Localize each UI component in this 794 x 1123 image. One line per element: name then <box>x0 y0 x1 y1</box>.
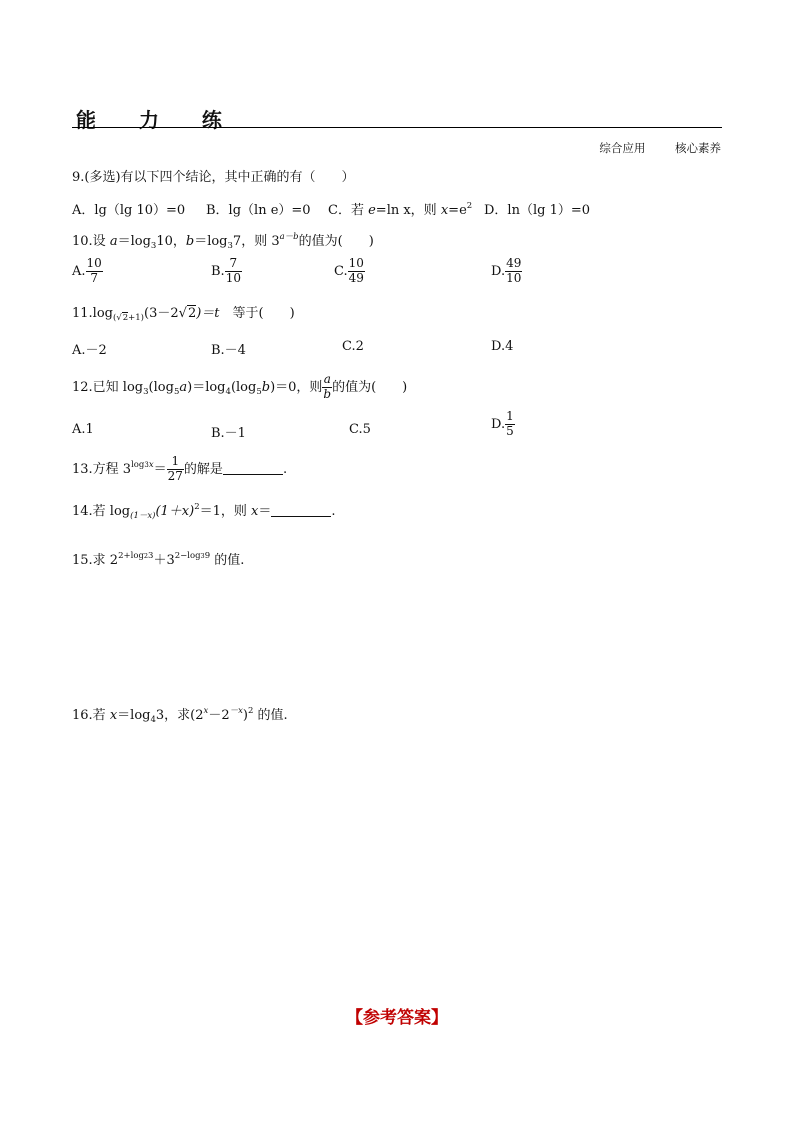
answer-blank-13[interactable] <box>223 462 283 475</box>
tag-comprehensive: 综合应用 <box>599 141 646 155</box>
answer-blank-14[interactable] <box>271 504 331 517</box>
question-11-stem: $11.\log_{(√2+1)}(3-2√2)=t$ 等于( ) <box>72 306 295 323</box>
q10-option-a: A. $\frac{10}{7}$ <box>72 256 102 285</box>
question-13-stem: 13.方程 $3^{log3x}=$ $\frac{1}{27}$ 的解是 . <box>72 454 288 483</box>
question-16-stem: 16.若 $x=\log_43$，求$(2^x-2^{-x})^2$ 的值. <box>72 706 288 725</box>
q11-option-b: B.－4 <box>211 343 246 358</box>
q9-option-d: D．ln（lg 1）=0 <box>484 203 590 218</box>
question-12-stem: 12.已知 $\log_3(\log_5a)=\log_4(\log_5b)=0$，则 $\frac{a}{b}$ 的值为( ) <box>72 372 408 401</box>
question-9-stem: 9.(多选)有以下四个结论，其中正确的有（ ） <box>72 170 355 185</box>
question-10-stem: 10.设 $a=\log_310$，$b=\log_37$，则 $3^{a-b}$的值为( ) <box>72 232 374 251</box>
tag-core-literacy: 核心素养 <box>675 141 721 155</box>
q10-option-b: B. $\frac{7}{10}$ <box>211 256 241 285</box>
question-14-stem: 14.若 $\log_{(1-x)}(1+x)^2=1$，则 x＝ . <box>72 502 336 521</box>
section-tags <box>573 140 721 156</box>
q12-option-c: C.5 <box>349 422 371 437</box>
q9-option-b: B．lg（ln e）=0 <box>206 203 311 218</box>
q9-option-c: C．若 e=ln x，则 $x=e^2$ <box>328 201 473 218</box>
q11-option-a: A.－2 <box>72 343 107 358</box>
q12-option-b: B.－1 <box>211 426 246 441</box>
q11-option-d: D.4 <box>491 339 514 354</box>
q11-option-c: C.2 <box>342 339 364 354</box>
q10-option-d: D. $\frac{49}{10}$ <box>491 256 522 285</box>
q12-option-d: D. $\frac{1}{5}$ <box>491 409 514 438</box>
heading-divider <box>72 127 722 128</box>
q10-option-c: C. $\frac{10}{49}$ <box>334 256 364 285</box>
answer-section-title: 【参考答案】 <box>346 1008 448 1028</box>
q9-option-a: A．lg（lg 10）=0 <box>72 203 186 218</box>
question-15-stem: 15.求 $2^{2+log23}+3^{2-log39}$ 的值. <box>72 551 245 568</box>
page-title: 能 力 练 <box>76 108 240 132</box>
q12-option-a: A.1 <box>72 422 94 437</box>
